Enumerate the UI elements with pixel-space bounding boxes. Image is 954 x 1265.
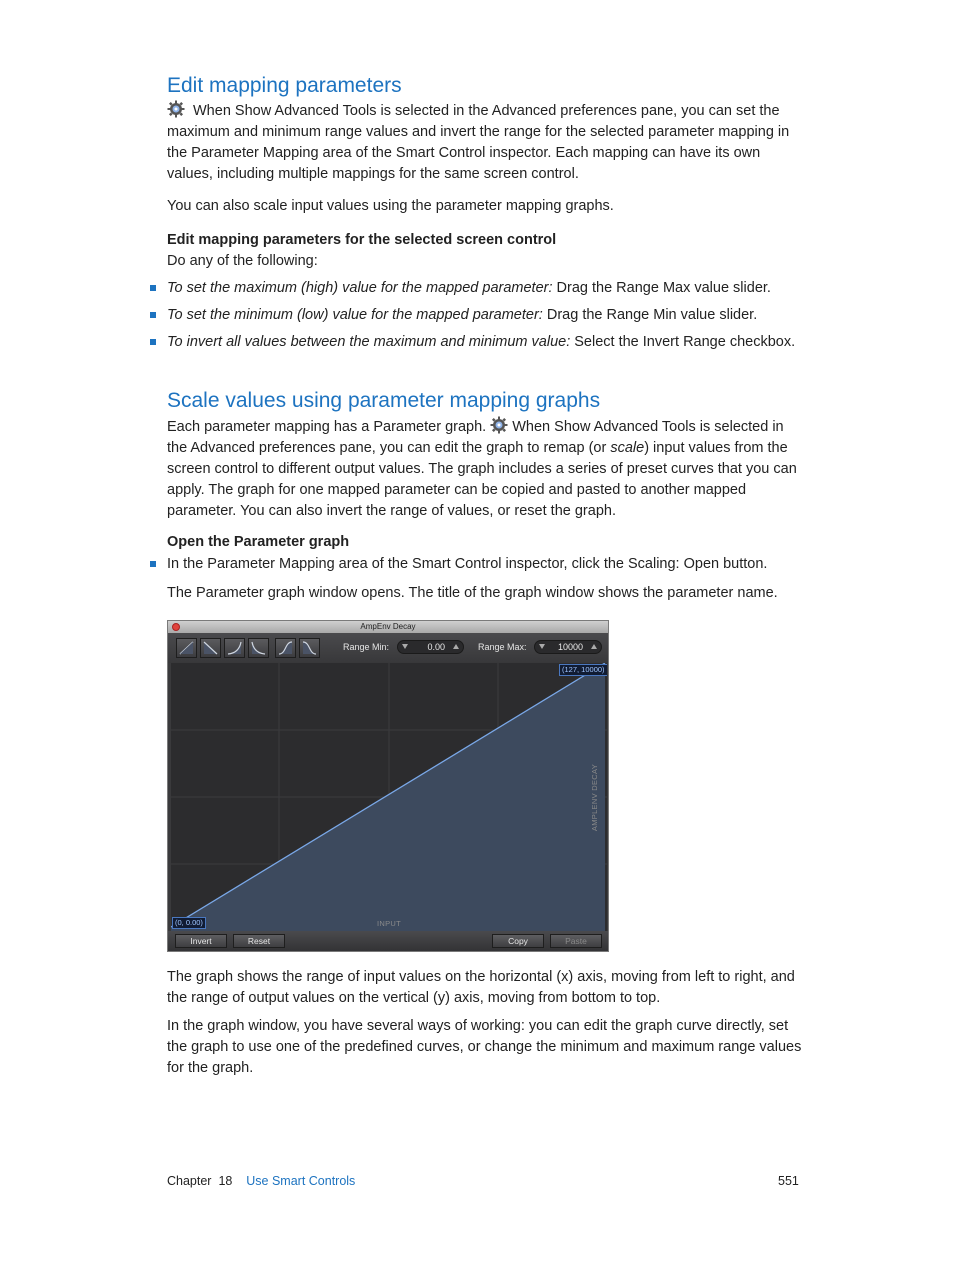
gear-icon [490,416,508,434]
section2-intro: Each parameter mapping has a Parameter graph. When Show Advanced Tools is selected in the Advanced preferences pane, you can edit the graph to remap (or scale) input values from the screen control to different output values. The graph includes a series of preset curves that you can apply. The graph for one mapped parameter can be copied and pasted to another mapped parameter. You can also invert the range of values, or reset the graph. [167,416,797,522]
bullet-range-min: To set the minimum (low) value for the mapped parameter: Drag the Range Min value slider. [167,307,758,323]
gear-icon [167,100,185,118]
closing-para2: In the graph window, you have several ways of working: you can edit the graph curve directly, set the graph to use one of the predefined curves, or change the minimum and maximum range values for the graph. [167,1018,802,1076]
range-max-label: Range Max: [478,642,527,652]
chapter-number: 18 [218,1174,233,1188]
section1-intro: When Show Advanced Tools is selected in the Advanced preferences pane, you can set the maximum and minimum range values and invert the range for the selected parameter mapping in the Parameter Mapping area of the Smart Control inspector. Each mapping can have its own values, including multiple mappings for the same screen control. [167,100,797,185]
s-curve-up-icon[interactable] [275,638,296,658]
bullet-range-max: To set the maximum (high) value for the mapped parameter: Drag the Range Max value slider. [167,280,771,296]
section1-para2: You can also scale input values using the parameter mapping graphs. [167,198,614,214]
task-title-open-graph: Open the Parameter graph [167,534,350,550]
range-min-label: Range Min: [343,642,390,652]
task-title-edit: Edit mapping parameters for the selected screen control [167,232,557,248]
decrement-icon[interactable] [539,644,545,649]
start-point-label: (0, 0.00) [172,917,206,929]
window-title: AmpEnv Decay [168,621,608,633]
parameter-graph-window [167,620,609,952]
bullet-invert: To invert all values between the maximum and minimum value: Select the Invert Range checkbox. [167,334,796,350]
reset-button[interactable]: Reset [233,934,285,948]
paste-button[interactable]: Paste [550,934,602,948]
s-curve-down-icon[interactable] [299,638,320,658]
page-number: 551 [778,1174,799,1188]
graph-canvas[interactable] [171,663,607,931]
range-min-field[interactable]: 0.00 [397,640,464,654]
chapter-label: Chapter [167,1174,212,1188]
section2-after: The Parameter graph window opens. The title of the graph window shows the parameter name. [167,585,778,601]
invert-button[interactable]: Invert [175,934,227,948]
increment-icon[interactable] [591,644,597,649]
closing-para1: The graph shows the range of input values on the horizontal (x) axis, moving from left to right, and the range of output values on the vertical (y) axis, moving from bottom to top. [167,969,795,1006]
x-axis-label: INPUT [377,919,401,928]
bullet-marker [150,339,156,345]
bullet-marker [150,312,156,318]
linear-down-icon[interactable] [200,638,221,658]
decrement-icon[interactable] [402,644,408,649]
bullet-marker [150,561,156,567]
increment-icon[interactable] [453,644,459,649]
y-axis-label: AMPLENV DECAY [590,763,600,832]
copy-button[interactable]: Copy [492,934,544,948]
bullet-marker [150,285,156,291]
section-heading-scale-values: Scale values using parameter mapping graphs [167,389,601,412]
range-max-field[interactable]: 10000 [534,640,602,654]
task-intro: Do any of the following: [167,253,318,269]
concave-down-icon[interactable] [248,638,269,658]
bullet-open-scaling: In the Parameter Mapping area of the Smart Control inspector, click the Scaling: Open button. [167,556,768,572]
close-icon[interactable] [172,623,180,631]
footer-chapter [167,1174,355,1188]
graph-plot-area[interactable] [171,663,607,931]
chapter-title-link[interactable]: Use Smart Controls [246,1174,356,1188]
section-heading-edit-mapping: Edit mapping parameters [167,74,402,97]
concave-up-icon[interactable] [224,638,245,658]
end-point-label: (127, 10000) [559,664,607,676]
linear-up-icon[interactable] [176,638,197,658]
